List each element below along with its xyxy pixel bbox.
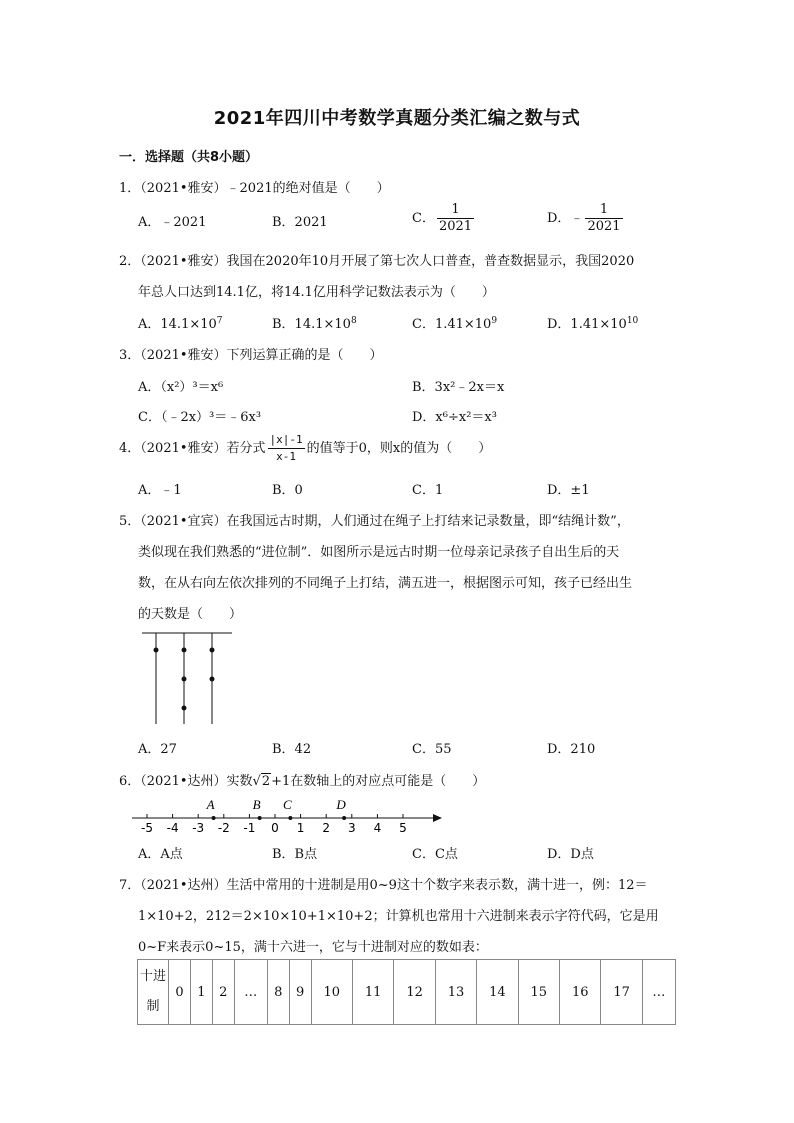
q1-option-c-fraction: $\frac{1}{2021}$ [438, 202, 473, 234]
point-label: C [283, 797, 292, 812]
question-6-stem: 6．（2021•达州）实数√2+1在数轴上的对应点可能是（ ） [119, 774, 486, 789]
q3-option-a: A．（x²）³＝x⁶ [138, 380, 224, 395]
question-7-stem-line-2: 1×10+2，212＝2×10×10+1×10+2；计算机也常用十六进制来表示字符代码，它是用 [138, 909, 659, 924]
q5-option-d: D．210 [547, 742, 596, 757]
tick-label: -3 [192, 821, 205, 835]
question-1-stem: 1．（2021•雅安）﹣2021的绝对值是（ ） [119, 181, 390, 196]
q4-option-b: B．0 [272, 483, 303, 498]
q6-option-b: B．B点 [272, 847, 318, 862]
q4-fraction: $\frac{|x|-1}{x-1}$ [269, 433, 303, 463]
tick-label: 1 [296, 821, 305, 835]
axis-arrow [433, 814, 442, 822]
page-title: 2021年四川中考数学真题分类汇编之数与式 [213, 108, 581, 129]
question-4-stem: 4．（2021•雅安）若分式 $\frac{|x|-1}{x-1}$ 的值等于0，则x的值为（ ） [119, 433, 492, 463]
q5-option-b: B．42 [272, 742, 312, 757]
table-cell: 13 [435, 960, 476, 1025]
question-5-stem-line-1: 5．（2021•宜宾）在我国远古时期，人们通过在绳子上打结来记录数量，即“结绳计数”， [119, 514, 630, 529]
point-d [342, 816, 346, 820]
q3-option-d: D．x⁶÷x²＝x³ [412, 410, 497, 425]
section-heading: 一．选择题（共8小题） [119, 150, 259, 165]
table-cell: … [642, 960, 675, 1025]
tick-label: 0 [271, 821, 279, 835]
table-cell: 15 [518, 960, 559, 1025]
q3-option-b: B．3x²﹣2x＝x [412, 380, 505, 395]
tick-label: 5 [399, 821, 407, 835]
question-2-stem-line-1: 2．（2021•雅安）我国在2020年10月开展了第七次人口普查，普查数据显示，我国2020 [119, 254, 635, 269]
q2-option-d: D．$1.41\times 10^{10}$ [547, 316, 639, 332]
table-cell: 14 [477, 960, 518, 1025]
q1-option-a: A．﹣2021 [138, 215, 207, 230]
question-5-stem-line-2: 类似现在我们熟悉的“进位制”．如图所示是远古时期一位母亲记录孩子自出生后的天 [138, 545, 620, 560]
q5-option-a: A．27 [138, 742, 177, 757]
q6-option-a: A．A点 [138, 847, 183, 862]
tick-label: 3 [347, 821, 356, 835]
question-2-stem-line-2: 年总人口达到14.1亿，将14.1亿用科学记数法表示为（ ） [138, 285, 495, 300]
table-cell: 11 [352, 960, 393, 1025]
q4-option-d: D．±1 [547, 483, 590, 498]
point-label: B [252, 797, 261, 812]
table-cell: 9 [289, 960, 311, 1025]
table-cell: … [234, 960, 267, 1025]
question-7-stem-line-3: 0~F来表示0~15，满十六进一，它与十进制对应的数如表： [138, 940, 488, 955]
table-cell: 1 [190, 960, 212, 1025]
tick-label: 2 [322, 821, 331, 835]
point-label: D [336, 797, 346, 812]
knot [210, 648, 215, 653]
decimal-hex-table [137, 959, 676, 1025]
q6-option-d: D．D点 [547, 847, 594, 862]
question-5-stem-line-3: 数，在从右向左依次排列的不同绳子上打结，满五进一，根据图示可知，孩子已经出生 [138, 576, 633, 591]
tick-label: -1 [243, 821, 256, 835]
q1-option-d [547, 202, 625, 235]
tick-label: -5 [141, 821, 153, 835]
table-cell: 10 [311, 960, 352, 1025]
q2-option-a: A．$14.1\times 10^7$ [138, 316, 223, 332]
number-line [130, 790, 450, 840]
q4-option-c: C．1 [412, 483, 444, 498]
table-cell: 17 [601, 960, 642, 1025]
table-cell: 2 [212, 960, 234, 1025]
question-5-stem-line-4: 的天数是（ ） [138, 607, 243, 622]
table-cell: 12 [394, 960, 435, 1025]
q1-option-d-fraction: $\frac{1}{2021}$ [587, 202, 621, 234]
table-header-cell: 十进制 [138, 960, 169, 1025]
point-c [288, 816, 292, 820]
q2-option-b: B．$14.1\times 10^8$ [272, 316, 357, 332]
table-cell: 16 [560, 960, 601, 1025]
tick-label: -4 [166, 821, 179, 835]
point-b [258, 816, 262, 820]
q2-option-c: C．$1.41\times 10^9$ [412, 316, 498, 332]
knot-rope-figure [140, 628, 235, 728]
q1-option-c-label: C． [412, 211, 435, 226]
q6-option-c: C．C点 [412, 847, 458, 862]
q4-option-a: A．﹣1 [138, 483, 182, 498]
question-7-stem-line-1: 7．（2021•达州）生活中常用的十进制是用0~9这十个数字来表示数，满十进一，例：12＝ [119, 878, 648, 893]
table-row [138, 960, 676, 1025]
q1-option-b: B．2021 [272, 215, 328, 230]
q5-option-c: C．55 [412, 742, 452, 757]
point-label: A [206, 797, 215, 812]
knot [154, 648, 159, 653]
point-a [212, 816, 216, 820]
knot [210, 677, 215, 682]
q1-option-d-label: D．﹣ [547, 211, 584, 226]
knot [182, 648, 187, 653]
table-cell: 8 [267, 960, 289, 1025]
table-cell: 0 [169, 960, 191, 1025]
question-3-stem: 3．（2021•雅安）下列运算正确的是（ ） [119, 348, 383, 363]
q1-option-c [412, 202, 476, 235]
q3-option-c: C．（﹣2x）³＝﹣6x³ [138, 410, 262, 425]
tick-label: 4 [373, 821, 382, 835]
knot [182, 706, 187, 711]
sqrt-expression: √2 [252, 774, 271, 789]
tick-label: -2 [217, 821, 230, 835]
knot [182, 677, 187, 682]
